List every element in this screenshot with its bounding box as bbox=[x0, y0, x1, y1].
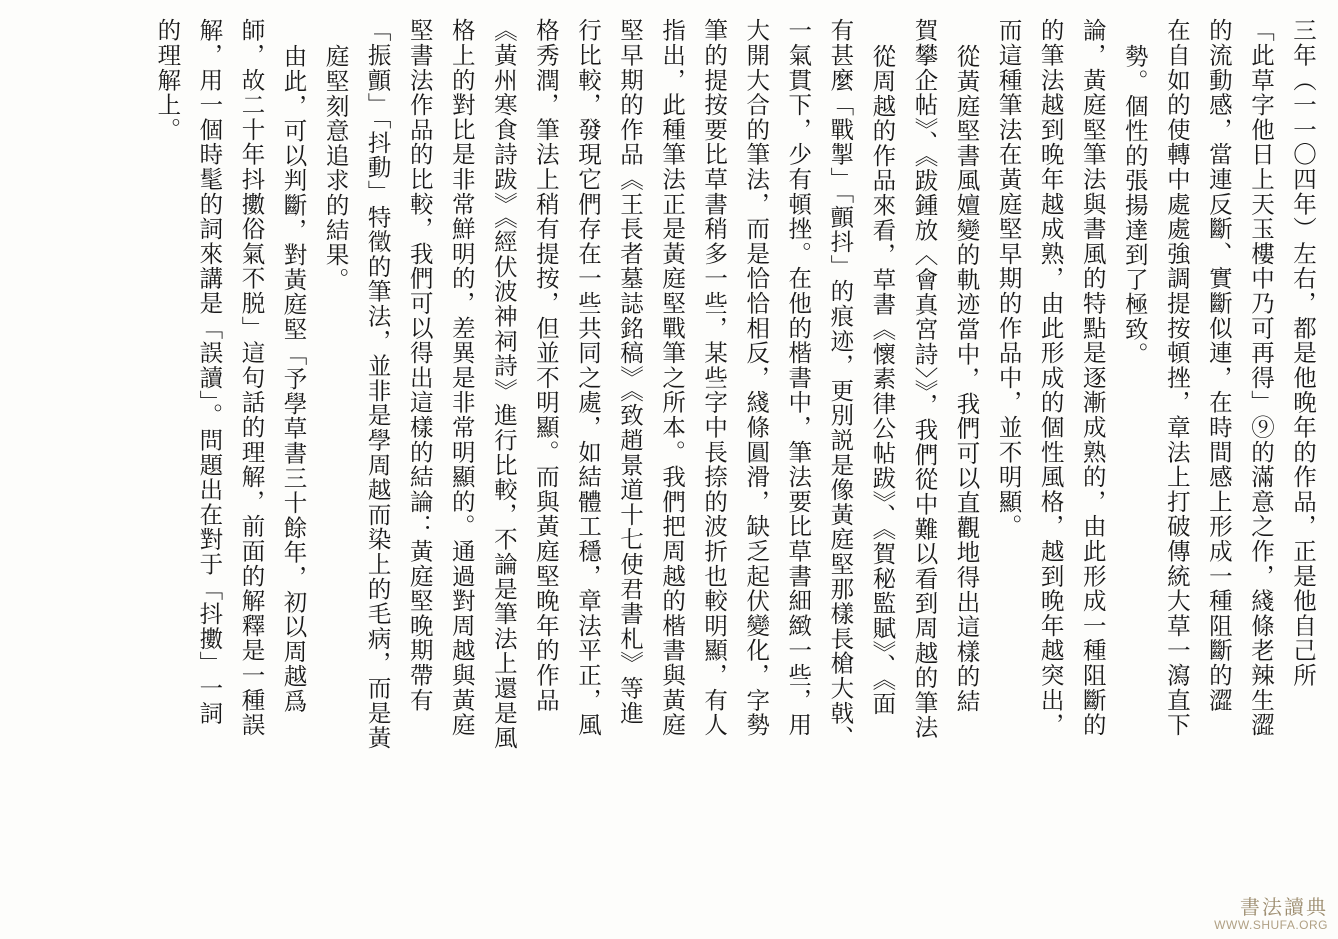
text-column: 解，用一個時髦的詞來講是「誤讀」。問題出在對于「抖擻」一詞 bbox=[195, 18, 224, 726]
text-column: 「振顫」「抖動」特徵的筆法，並非是學周越而染上的毛病，而是黃 bbox=[363, 18, 392, 751]
text-column: 堅書法作品的比較，我們可以得出這樣的結論：黃庭堅晚期帶有 bbox=[405, 18, 434, 713]
text-column: 勢。個性的張揚達到了極致。 bbox=[1120, 44, 1149, 367]
text-column: 庭堅刻意追求的結果。 bbox=[321, 44, 350, 292]
text-column: 格秀潤，筆法上稍有提按，但並不明顯。而與黃庭堅晚年的作品 bbox=[531, 18, 560, 713]
text-column: 一氣貫下，少有頓挫。在他的楷書中，筆法要比草書細緻一些，用 bbox=[784, 18, 813, 738]
text-column: 從黃庭堅書風嬗變的軌迹當中，我們可以直觀地得出這樣的結 bbox=[952, 44, 981, 714]
text-column: 師，故二十年抖擻俗氣不脱」這句話的理解，前面的解釋是一種誤 bbox=[237, 18, 266, 738]
text-column: 的筆法越到晚年越成熟，由此形成的個性風格，越到晚年越突出， bbox=[1036, 18, 1065, 738]
watermark-url: WWW.SHUFA.ORG bbox=[1214, 918, 1328, 933]
text-column: 有甚麼「戰掣」「顫抖」的痕迹，更別説是像黃庭堅那樣長槍大戟、 bbox=[826, 18, 855, 751]
watermark bbox=[1214, 896, 1328, 933]
text-column: 在自如的使轉中處處強調提按頓挫，章法上打破傳統大草一瀉直下 bbox=[1162, 18, 1191, 738]
vertical-text-body bbox=[14, 18, 1324, 929]
text-column: 指出，此種筆法正是黃庭堅戰筆之所本。我們把周越的楷書與黃庭 bbox=[658, 18, 687, 738]
text-column: 大開大合的筆法，而是恰恰相反，綫條圓滑，缺乏起伏變化，字勢 bbox=[742, 18, 771, 738]
text-column: 論，黃庭堅筆法與書風的特點是逐漸成熟的，由此形成一種阻斷的 bbox=[1078, 18, 1107, 738]
text-column: 格上的對比是非常鮮明的，差異是非常明顯的。通過對周越與黃庭 bbox=[447, 18, 476, 738]
text-column: 賀攀企帖》、《跋鍾放〈會真宮詩〉》，我們從中難以看到周越的筆法 bbox=[910, 18, 939, 740]
text-column: 的理解上。 bbox=[153, 18, 182, 142]
text-column: 從周越的作品來看，草書《懷素律公帖跋》、《賀秘監賦》、《面 bbox=[868, 44, 897, 717]
text-column: 堅早期的作品《王長者墓誌銘稿》《致趙景道十七使君書札》等進 bbox=[616, 18, 644, 726]
text-column: 三年（一一〇四年）左右，都是他晚年的作品，正是他自己所 bbox=[1289, 18, 1317, 688]
watermark-site-name: 書法讀典 bbox=[1240, 895, 1328, 920]
text-column: 筆的提按要比草書稍多一些，某些字中長捺的波折也較明顯，有人 bbox=[700, 18, 729, 738]
text-column: 的流動感，當連反斷、實斷似連，在時間感上形成一種阻斷的澀 bbox=[1204, 18, 1233, 713]
text-column: 而這種筆法在黃庭堅早期的作品中，並不明顯。 bbox=[994, 18, 1023, 539]
text-column: 行比較，發現它們存在一些共同之處，如結體工穩，章法平正，風 bbox=[573, 18, 602, 738]
text-column: 由此，可以判斷，對黃庭堅「予學草書三十餘年，初以周越爲 bbox=[279, 44, 308, 714]
text-column: 「此草字他日上天玉樓中乃可再得」⑨的滿意之作，綫條老辣生澀 bbox=[1246, 18, 1275, 738]
text-column: 《黃州寒食詩跋》《經伏波神祠詩》進行比較，不論是筆法上還是風 bbox=[489, 18, 518, 751]
